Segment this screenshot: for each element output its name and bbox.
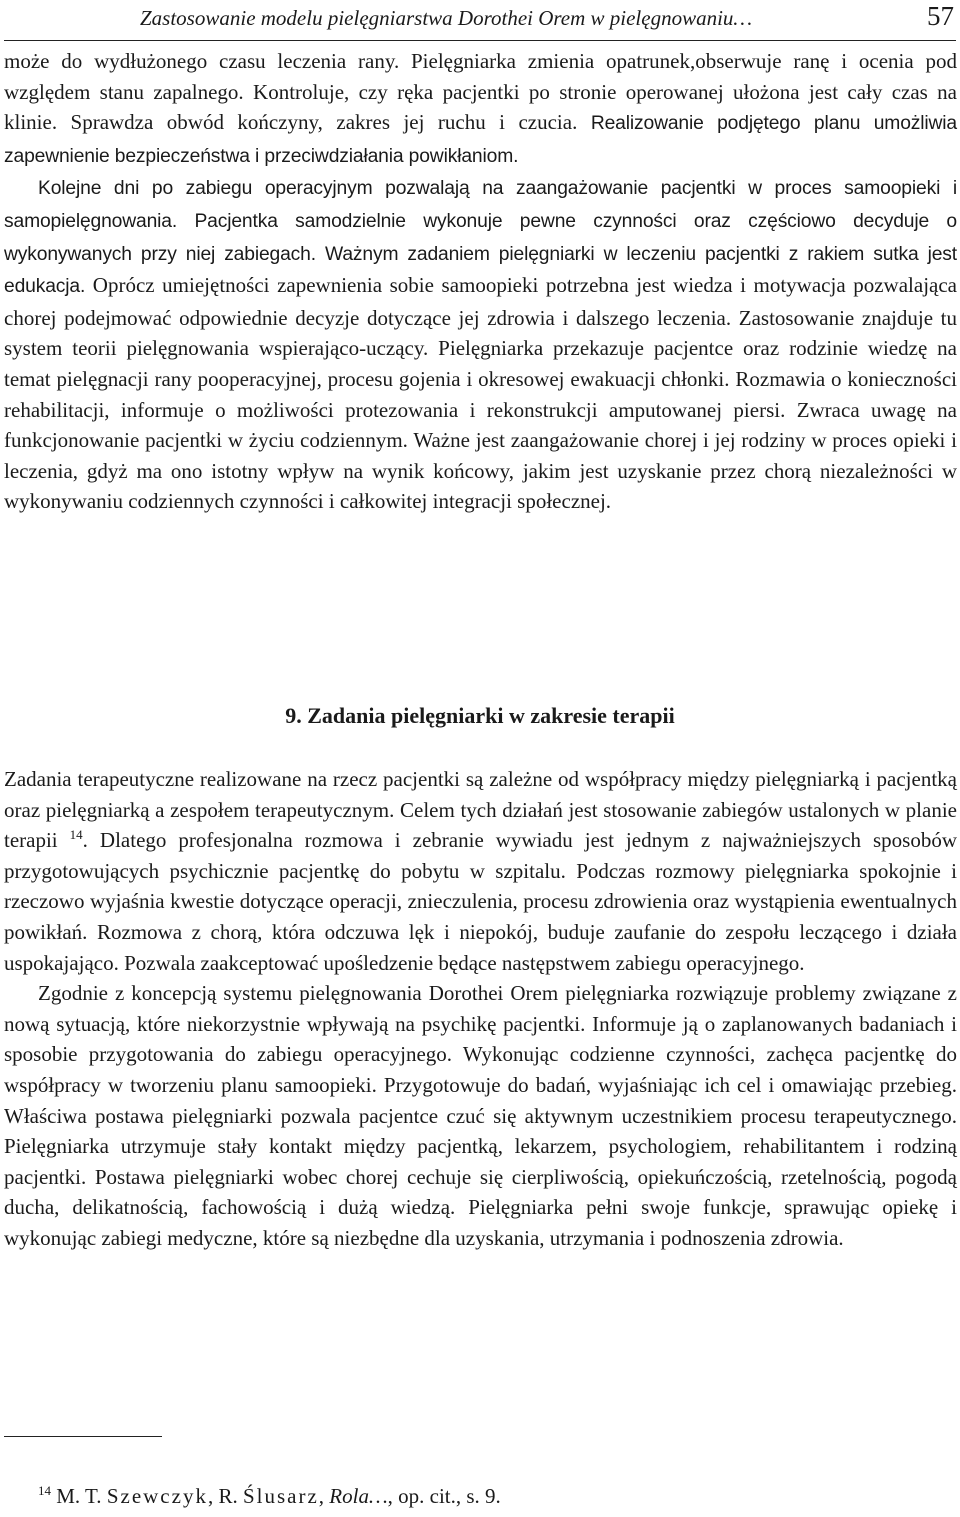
paragraph <box>4 172 957 517</box>
text-run: . Dlatego profesjonalna rozmowa i zebranie wywiadu jest jednym z najważniejszych sposobów przygotowujących psychicznie pacjentkę do pobytu w szpitalu. Podczas rozmowy pielęgniarka spokojnie i rzeczowo wyjaśnia kwestie dotyczące operacji, znieczulenia, procesu zdrowienia oraz wystąpienia ewentualnych powikłań. Rozmowa z chorą, która odczuwa lęk i niepokój, buduje zaufanie do zespołu leczącego i działa uspokajająco. Pozwala zaakceptować upośledzenie będące następstwem zabiegu operacyjnego. <box>4 828 958 975</box>
page-header <box>0 0 960 40</box>
paragraph <box>4 46 957 172</box>
section-text <box>4 764 957 1254</box>
footnote-author: Ślusarz <box>242 1484 319 1508</box>
footnote-title: Rola… <box>329 1484 388 1508</box>
text-run: Zgodnie z koncepcją systemu pielęgnowania Dorothei Orem pielęgniarka rozwiązuje problemy związane z nową sytuacją, które niekorzystnie wpływają na psychikę pacjentki. Informuje ją o zaplanowanych badaniach i sposobie przygotowania do zabiegu operacyjnego. Wykonując codzienne czynności, zachęca pacjentkę do współpracy w tworzeniu planu samoopieki. Przygotowuje do badań, wyjaśniając ich cel i omawiając przebieg. Właściwa postawa pielęgniarki pozwala pacjentce czuć się aktywnym uczestnikiem procesu terapeutycznego. Pielęgniarka utrzymuje stały kontakt między pacjentką, lekarzem, psychologiem, rehabilitantem i rodziną pacjentki. Postawa pielęgniarki wobec chorej cechuje się cierpliwością, opiekuńczością, rzetelnością, pogodą ducha, delikatnością, fachowością i dużą wiedzą. Pielęgniarka pełni swoje funkcje, sprawując opiekę i wykonując zabiegi medyczne, które są niezbędne dla uzyskania, utrzymania i podnoszenia zdrowia. <box>4 981 957 1250</box>
running-title: Zastosowanie modelu pielęgniarstwa Dorothei Orem w pielęgnowaniu… <box>140 6 753 30</box>
text-run: Oprócz umiejętności zapewnienia sobie samoopieki potrzebna jest wiedza i motywacja pozwalająca chorej podejmować odpowiednie decyzje dotyczące jej zdrowia i dalszego leczenia. Zastosowanie znajduje tu system teorii pielęgnowania wspierająco-uczący. Pielęgniarka przekazuje pacjentce oraz rodzinie wiedzę na temat pielęgnacji rany pooperacyjnej, procesu gojenia i okresowej ewakuacji chłonki. Rozmawia o konieczności rehabilitacji, informuje o możliwości protezowania i rekonstrukcji amputowanej piersi. Zwraca uwagę na funkcjonowanie pacjentki w życiu codziennym. Ważne jest zaangażowanie chorej i jej rodziny w proces opieki i leczenia, gdyż ma ono istotny wpływ na wynik końcowy, jakim jest uzyskanie przez chorą niezależności w wykonywaniu codziennych czynności i całkowitej integracji społecznej. <box>4 273 957 514</box>
text-run: może do wydłużonego czasu leczenia rany. Pielęgniarka zmienia opatrunek,obserwuje ranę i ocenia pod względem stanu zapalnego. Kontroluje, czy ręka pacjentki po stronie operowanej ułożona jest cały czas na klinie. Sprawdza obwód kończyny, zakres jej ruchu i czucia. <box>4 49 957 135</box>
paragraph <box>4 764 957 978</box>
footnote-rest: , op. cit., s. 9. <box>387 1484 501 1508</box>
section-heading: 9. Zadania pielęgniarki w zakresie terapii <box>285 703 675 728</box>
footnote-rule <box>4 1436 162 1437</box>
header-rule <box>4 40 956 41</box>
footnote-author-initials: R. <box>218 1484 238 1508</box>
paragraph <box>4 978 957 1253</box>
text-run: Realizowanie podjętego planu umożliwia zapewnienie bezpieczeństwa i przeciwdziałania powikłaniom. <box>4 113 958 167</box>
footnote: $^{14}$ M. T. Szewczyk, R. Ślusarz, Rola…, op. cit., s. 9. <box>38 1483 501 1508</box>
footnote-author-initials: M. T. <box>56 1484 102 1508</box>
footnote-author: Szewczyk <box>106 1484 208 1508</box>
footnote-reference: 14 <box>69 827 83 843</box>
continuation-text <box>4 46 957 517</box>
page-number: 57 <box>927 1 954 31</box>
text-run: Zadania terapeutyczne realizowane na rzecz pacjentki są zależne od współpracy między pielęgniarką i pacjentką oraz pielęgniarką a zespołem terapeutycznym. Celem tych działań jest stosowanie zabiegów ustalonych w planie terapii <box>4 767 957 853</box>
footnote-number: 14 <box>38 1483 51 1498</box>
text-run: Kolejne dni po zabiegu operacyjnym pozwalają na zaangażowanie pacjentki w proces samoopieki i samopielęgnowania. Pacjentka samodzielnie wykonuje pewne czynności oraz częściowo decyduje o wykonywanych przy niej zabiegach. Ważnym zadaniem pielęgniarki w leczeniu pacjentki z rakiem sutka jest edukacja. <box>4 178 957 298</box>
